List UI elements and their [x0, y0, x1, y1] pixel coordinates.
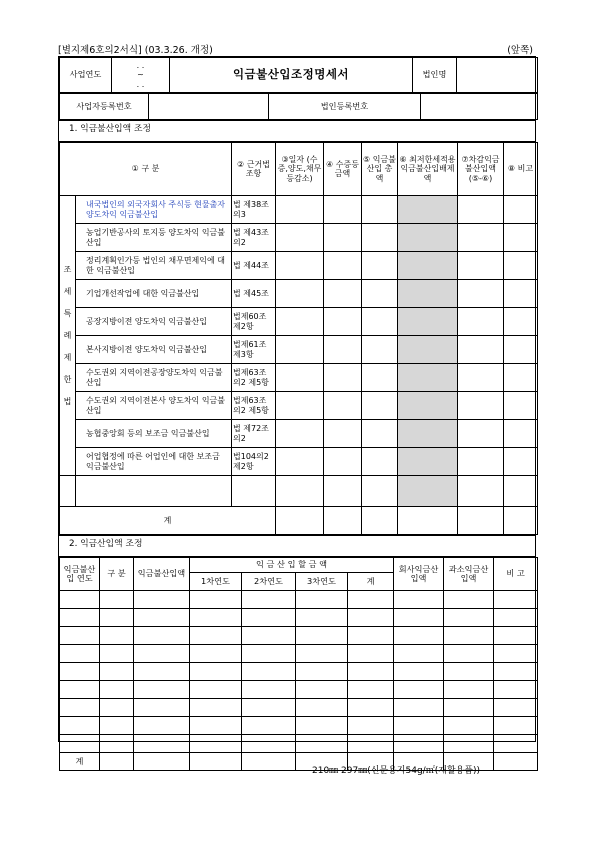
blank-row-cell[interactable]	[276, 476, 324, 507]
table-row	[60, 609, 538, 627]
row-input-cell[interactable]	[276, 336, 324, 364]
row-input-cell[interactable]	[60, 699, 100, 717]
row-input-cell[interactable]	[242, 627, 296, 645]
total-cell[interactable]	[458, 507, 504, 535]
row-input-cell[interactable]	[296, 699, 348, 717]
side-label-char: 한	[63, 374, 72, 384]
row-input-cell[interactable]	[444, 717, 494, 735]
row-label: 수도권외 지역이전공장양도차익 익금불산입	[76, 364, 232, 392]
row-input-cell[interactable]	[504, 392, 538, 420]
row-input-cell[interactable]	[100, 645, 134, 663]
form-number: [별지제6호의2서식] (03.3.26. 개정)	[58, 45, 213, 56]
corp-name-label: 법인명	[413, 58, 457, 93]
row-input-cell[interactable]	[296, 627, 348, 645]
section1-title: 1. 익금불산입액 조정	[59, 120, 535, 142]
row-input-cell[interactable]	[444, 609, 494, 627]
table-row	[60, 364, 538, 392]
year-start-dots: . .	[136, 60, 145, 70]
blank-row-cell[interactable]	[324, 476, 362, 507]
row-input-cell[interactable]	[444, 645, 494, 663]
row-input-cell[interactable]	[348, 717, 394, 735]
row-input-cell[interactable]	[494, 645, 538, 663]
total-cell[interactable]	[362, 507, 398, 535]
row-input-cell[interactable]	[458, 392, 504, 420]
row-input-cell[interactable]	[348, 627, 394, 645]
row-input-cell[interactable]	[100, 663, 134, 681]
row-input-cell[interactable]	[394, 717, 444, 735]
table-row	[60, 196, 538, 224]
row-input-cell[interactable]	[458, 224, 504, 252]
corp-reg-label: 법인등록번호	[269, 94, 421, 120]
row-input-cell[interactable]	[242, 609, 296, 627]
row-law: 법 제43조의2	[232, 224, 276, 252]
total-cell[interactable]	[190, 753, 242, 771]
row-input-cell	[398, 448, 458, 476]
row-input-cell	[398, 308, 458, 336]
year-end-dots: . .	[136, 79, 145, 89]
row-input-cell[interactable]	[494, 717, 538, 735]
corp-name-field[interactable]	[457, 58, 538, 93]
blank-row-label[interactable]	[76, 476, 232, 507]
row-law: 법 제38조의3	[232, 196, 276, 224]
header-remarks: 비 고	[494, 558, 538, 591]
header-year1: 1차연도	[190, 573, 242, 591]
row-input-cell[interactable]	[494, 735, 538, 753]
inclusion-table	[59, 557, 538, 771]
total-cell[interactable]	[242, 753, 296, 771]
total-cell[interactable]	[504, 507, 538, 535]
row-input-cell[interactable]	[276, 420, 324, 448]
header-type: 구 분	[100, 558, 134, 591]
table-row	[60, 252, 538, 280]
row-input-cell[interactable]	[60, 645, 100, 663]
side-label-char: 법	[63, 396, 72, 406]
row-input-cell[interactable]	[190, 717, 242, 735]
row-input-cell[interactable]	[362, 280, 398, 308]
header-inclusion-group: 익 금 산 입 할 금 액	[190, 558, 394, 573]
page-side-label: (앞쪽)	[507, 45, 533, 56]
year-tilde: ~	[137, 70, 144, 80]
row-input-cell[interactable]	[458, 364, 504, 392]
blank-row-side	[60, 476, 76, 507]
row-label: 어업협정에 따른 어업인에 대한 보조금 익금불산입	[76, 448, 232, 476]
row-input-cell[interactable]	[444, 681, 494, 699]
row-input-cell[interactable]	[504, 448, 538, 476]
row-input-cell[interactable]	[494, 609, 538, 627]
row-input-cell[interactable]	[494, 591, 538, 609]
row-input-cell[interactable]	[444, 735, 494, 753]
row-label: 내국법인의 외국자회사 주식등 현물출자 양도차익 익금불산입	[76, 196, 232, 224]
row-law: 법 제45조	[232, 280, 276, 308]
row-input-cell[interactable]	[458, 252, 504, 280]
section2-title: 2. 익금산입액 조정	[59, 535, 535, 557]
row-input-cell[interactable]	[134, 699, 190, 717]
row-input-cell[interactable]	[494, 663, 538, 681]
blank-row-cell[interactable]	[362, 476, 398, 507]
row-input-cell[interactable]	[394, 591, 444, 609]
header-date: ③일자 (수증,양도,채무등감소)	[276, 143, 324, 196]
business-year-label: 사업연도	[60, 58, 112, 93]
row-input-cell[interactable]	[242, 645, 296, 663]
row-input-cell[interactable]	[190, 681, 242, 699]
row-input-cell[interactable]	[444, 627, 494, 645]
form-frame	[58, 56, 536, 766]
row-input-cell[interactable]	[296, 591, 348, 609]
header-law: ② 근거법 조항	[232, 143, 276, 196]
table-row	[60, 591, 538, 609]
row-input-cell[interactable]	[60, 663, 100, 681]
row-label: 정리계획인가등 법인의 채무면제익에 대한 익금불산입	[76, 252, 232, 280]
row-input-cell[interactable]	[348, 663, 394, 681]
row-input-cell[interactable]	[362, 336, 398, 364]
row-input-cell	[398, 280, 458, 308]
row-input-cell[interactable]	[348, 645, 394, 663]
row-law: 법 제72조의2	[232, 420, 276, 448]
header-exclusion-total: ⑤ 익금불산입 총액	[362, 143, 398, 196]
header-exclusion-amount: 익금불산입액	[134, 558, 190, 591]
row-input-cell[interactable]	[362, 308, 398, 336]
table-row	[60, 280, 538, 308]
row-input-cell[interactable]	[362, 252, 398, 280]
row-input-cell[interactable]	[242, 735, 296, 753]
table-row	[60, 392, 538, 420]
row-input-cell[interactable]	[324, 448, 362, 476]
header-year3: 3차연도	[296, 573, 348, 591]
row-input-cell[interactable]	[504, 196, 538, 224]
blank-row-cell	[398, 476, 458, 507]
row-input-cell[interactable]	[394, 645, 444, 663]
row-input-cell[interactable]	[458, 196, 504, 224]
row-input-cell[interactable]	[362, 420, 398, 448]
row-input-cell[interactable]	[296, 717, 348, 735]
blank-row-cell[interactable]	[458, 476, 504, 507]
biz-reg-field[interactable]	[149, 94, 269, 120]
row-input-cell[interactable]	[60, 717, 100, 735]
header-net-exclusion: ⑦차감익금불산입액 (⑤-⑥)	[458, 143, 504, 196]
row-law: 법104의2 제2항	[232, 448, 276, 476]
row-input-cell[interactable]	[458, 280, 504, 308]
side-label-law	[60, 196, 76, 476]
row-input-cell[interactable]	[276, 448, 324, 476]
row-input-cell[interactable]	[324, 364, 362, 392]
side-label-char: 례	[63, 330, 72, 340]
row-input-cell[interactable]	[394, 609, 444, 627]
section1-total-label: 계	[60, 507, 276, 535]
document-title: 익금불산입조정명세서	[170, 58, 413, 93]
row-input-cell[interactable]	[458, 448, 504, 476]
row-input-cell[interactable]	[190, 663, 242, 681]
row-input-cell[interactable]	[276, 196, 324, 224]
row-input-cell[interactable]	[276, 252, 324, 280]
row-input-cell[interactable]	[458, 420, 504, 448]
business-year-field[interactable]	[112, 58, 170, 93]
row-input-cell[interactable]	[100, 735, 134, 753]
row-input-cell	[398, 224, 458, 252]
row-input-cell[interactable]	[190, 591, 242, 609]
row-input-cell[interactable]	[296, 609, 348, 627]
paper-spec: 210㎜ 297㎜(신문용지54g/㎡(재활용품))	[312, 766, 481, 776]
row-input-cell[interactable]	[494, 699, 538, 717]
header-category: ① 구 분	[60, 143, 232, 196]
row-input-cell[interactable]	[276, 280, 324, 308]
row-input-cell[interactable]	[242, 591, 296, 609]
row-law: 법제63조의2 제5항	[232, 364, 276, 392]
row-input-cell[interactable]	[100, 627, 134, 645]
table-row	[60, 308, 538, 336]
row-input-cell[interactable]	[190, 645, 242, 663]
table-row	[60, 224, 538, 252]
side-label-char: 제	[63, 352, 72, 362]
row-input-cell[interactable]	[324, 420, 362, 448]
row-input-cell[interactable]	[100, 609, 134, 627]
table-row	[60, 663, 538, 681]
row-input-cell[interactable]	[242, 681, 296, 699]
row-label: 본사지방이전 양도차익 익금불산입	[76, 336, 232, 364]
total-cell[interactable]	[324, 507, 362, 535]
row-input-cell[interactable]	[60, 609, 100, 627]
corp-reg-field[interactable]	[421, 94, 538, 120]
row-input-cell	[398, 392, 458, 420]
row-input-cell[interactable]	[324, 392, 362, 420]
row-input-cell[interactable]	[394, 735, 444, 753]
row-input-cell[interactable]	[394, 699, 444, 717]
row-input-cell[interactable]	[394, 681, 444, 699]
row-input-cell[interactable]	[134, 717, 190, 735]
row-input-cell[interactable]	[494, 627, 538, 645]
row-input-cell[interactable]	[362, 392, 398, 420]
row-input-cell[interactable]	[100, 681, 134, 699]
row-input-cell[interactable]	[242, 717, 296, 735]
row-input-cell[interactable]	[444, 663, 494, 681]
row-input-cell[interactable]	[134, 591, 190, 609]
row-law: 법제63조의2 제5항	[232, 392, 276, 420]
row-input-cell[interactable]	[276, 224, 324, 252]
total-cell[interactable]	[276, 507, 324, 535]
header-min-tax: ⑥ 최저한세적용익금불산입배제액	[398, 143, 458, 196]
row-input-cell[interactable]	[324, 196, 362, 224]
row-input-cell[interactable]	[362, 448, 398, 476]
row-law: 법제60조 제2항	[232, 308, 276, 336]
row-input-cell[interactable]	[348, 681, 394, 699]
row-input-cell[interactable]	[296, 681, 348, 699]
row-input-cell[interactable]	[458, 308, 504, 336]
header-company-inclusion: 회사익금산입액	[394, 558, 444, 591]
row-input-cell[interactable]	[134, 681, 190, 699]
row-input-cell[interactable]	[296, 645, 348, 663]
row-input-cell[interactable]	[242, 699, 296, 717]
row-input-cell[interactable]	[348, 699, 394, 717]
row-input-cell[interactable]	[60, 735, 100, 753]
row-input-cell[interactable]	[504, 336, 538, 364]
row-input-cell[interactable]	[504, 308, 538, 336]
table-row	[60, 735, 538, 753]
row-input-cell[interactable]	[504, 224, 538, 252]
row-input-cell[interactable]	[190, 609, 242, 627]
header-sum: 계	[348, 573, 394, 591]
row-input-cell[interactable]	[190, 735, 242, 753]
row-input-cell[interactable]	[276, 308, 324, 336]
row-input-cell[interactable]	[60, 627, 100, 645]
total-cell[interactable]	[398, 507, 458, 535]
row-input-cell	[398, 252, 458, 280]
row-input-cell	[398, 364, 458, 392]
table-row	[60, 448, 538, 476]
row-input-cell[interactable]	[348, 609, 394, 627]
header-year2: 2차연도	[242, 573, 296, 591]
row-input-cell[interactable]	[504, 252, 538, 280]
biz-reg-label: 사업자등록번호	[60, 94, 149, 120]
row-input-cell[interactable]	[324, 336, 362, 364]
row-input-cell[interactable]	[296, 663, 348, 681]
row-input-cell[interactable]	[324, 308, 362, 336]
side-label-char: 특	[63, 308, 72, 318]
row-input-cell[interactable]	[296, 735, 348, 753]
row-input-cell[interactable]	[134, 609, 190, 627]
header-under-inclusion: 과소익금산입액	[444, 558, 494, 591]
row-label: 공장지방이전 양도차익 익금불산입	[76, 308, 232, 336]
total-cell[interactable]	[134, 753, 190, 771]
row-input-cell[interactable]	[444, 591, 494, 609]
row-input-cell[interactable]	[276, 364, 324, 392]
row-input-cell[interactable]	[190, 699, 242, 717]
header-note: ⑧ 비고	[504, 143, 538, 196]
row-input-cell[interactable]	[324, 224, 362, 252]
row-label: 수도권외 지역이전본사 양도차익 익금불산입	[76, 392, 232, 420]
row-input-cell[interactable]	[458, 336, 504, 364]
row-input-cell[interactable]	[100, 699, 134, 717]
table-row	[60, 717, 538, 735]
table-row	[60, 699, 538, 717]
row-input-cell	[398, 420, 458, 448]
row-input-cell[interactable]	[276, 392, 324, 420]
table-row	[60, 420, 538, 448]
row-input-cell[interactable]	[100, 591, 134, 609]
table-row	[60, 645, 538, 663]
row-input-cell[interactable]	[100, 717, 134, 735]
total-cell[interactable]	[100, 753, 134, 771]
total-cell[interactable]	[494, 753, 538, 771]
row-input-cell[interactable]	[394, 627, 444, 645]
row-input-cell[interactable]	[494, 681, 538, 699]
row-input-cell[interactable]	[324, 252, 362, 280]
row-input-cell[interactable]	[348, 591, 394, 609]
registration-table	[59, 93, 538, 120]
row-input-cell[interactable]	[134, 627, 190, 645]
row-law: 법 제44조	[232, 252, 276, 280]
title-table	[59, 57, 538, 93]
row-input-cell[interactable]	[134, 645, 190, 663]
row-input-cell[interactable]	[504, 420, 538, 448]
header-amount: ④ 수증등금액	[324, 143, 362, 196]
row-input-cell	[398, 336, 458, 364]
row-input-cell	[398, 196, 458, 224]
header-exclusion-year: 익금불산입 연도	[60, 558, 100, 591]
row-input-cell[interactable]	[60, 591, 100, 609]
row-label: 농업기반공사의 토지등 양도차익 익금불산입	[76, 224, 232, 252]
table-row	[60, 681, 538, 699]
row-input-cell[interactable]	[190, 627, 242, 645]
row-input-cell[interactable]	[60, 681, 100, 699]
row-input-cell[interactable]	[324, 280, 362, 308]
row-law: 법제61조 제3항	[232, 336, 276, 364]
row-label: 농협중앙회 등의 보조금 익금불산입	[76, 420, 232, 448]
table-row	[60, 336, 538, 364]
side-label-char: 세	[63, 286, 72, 296]
row-input-cell[interactable]	[444, 699, 494, 717]
row-input-cell[interactable]	[504, 280, 538, 308]
row-input-cell[interactable]	[504, 364, 538, 392]
row-input-cell[interactable]	[134, 735, 190, 753]
row-input-cell[interactable]	[362, 224, 398, 252]
exclusion-table	[59, 142, 538, 535]
row-input-cell[interactable]	[362, 364, 398, 392]
row-input-cell[interactable]	[134, 663, 190, 681]
row-input-cell[interactable]	[362, 196, 398, 224]
row-input-cell[interactable]	[242, 663, 296, 681]
table-row	[60, 627, 538, 645]
row-input-cell[interactable]	[348, 735, 394, 753]
row-input-cell[interactable]	[394, 663, 444, 681]
blank-row-cell[interactable]	[504, 476, 538, 507]
row-label: 기업개선작업에 대한 익금불산입	[76, 280, 232, 308]
blank-row-cell[interactable]	[232, 476, 276, 507]
side-label-char: 조	[63, 264, 72, 274]
section2-total-label: 계	[60, 753, 100, 771]
